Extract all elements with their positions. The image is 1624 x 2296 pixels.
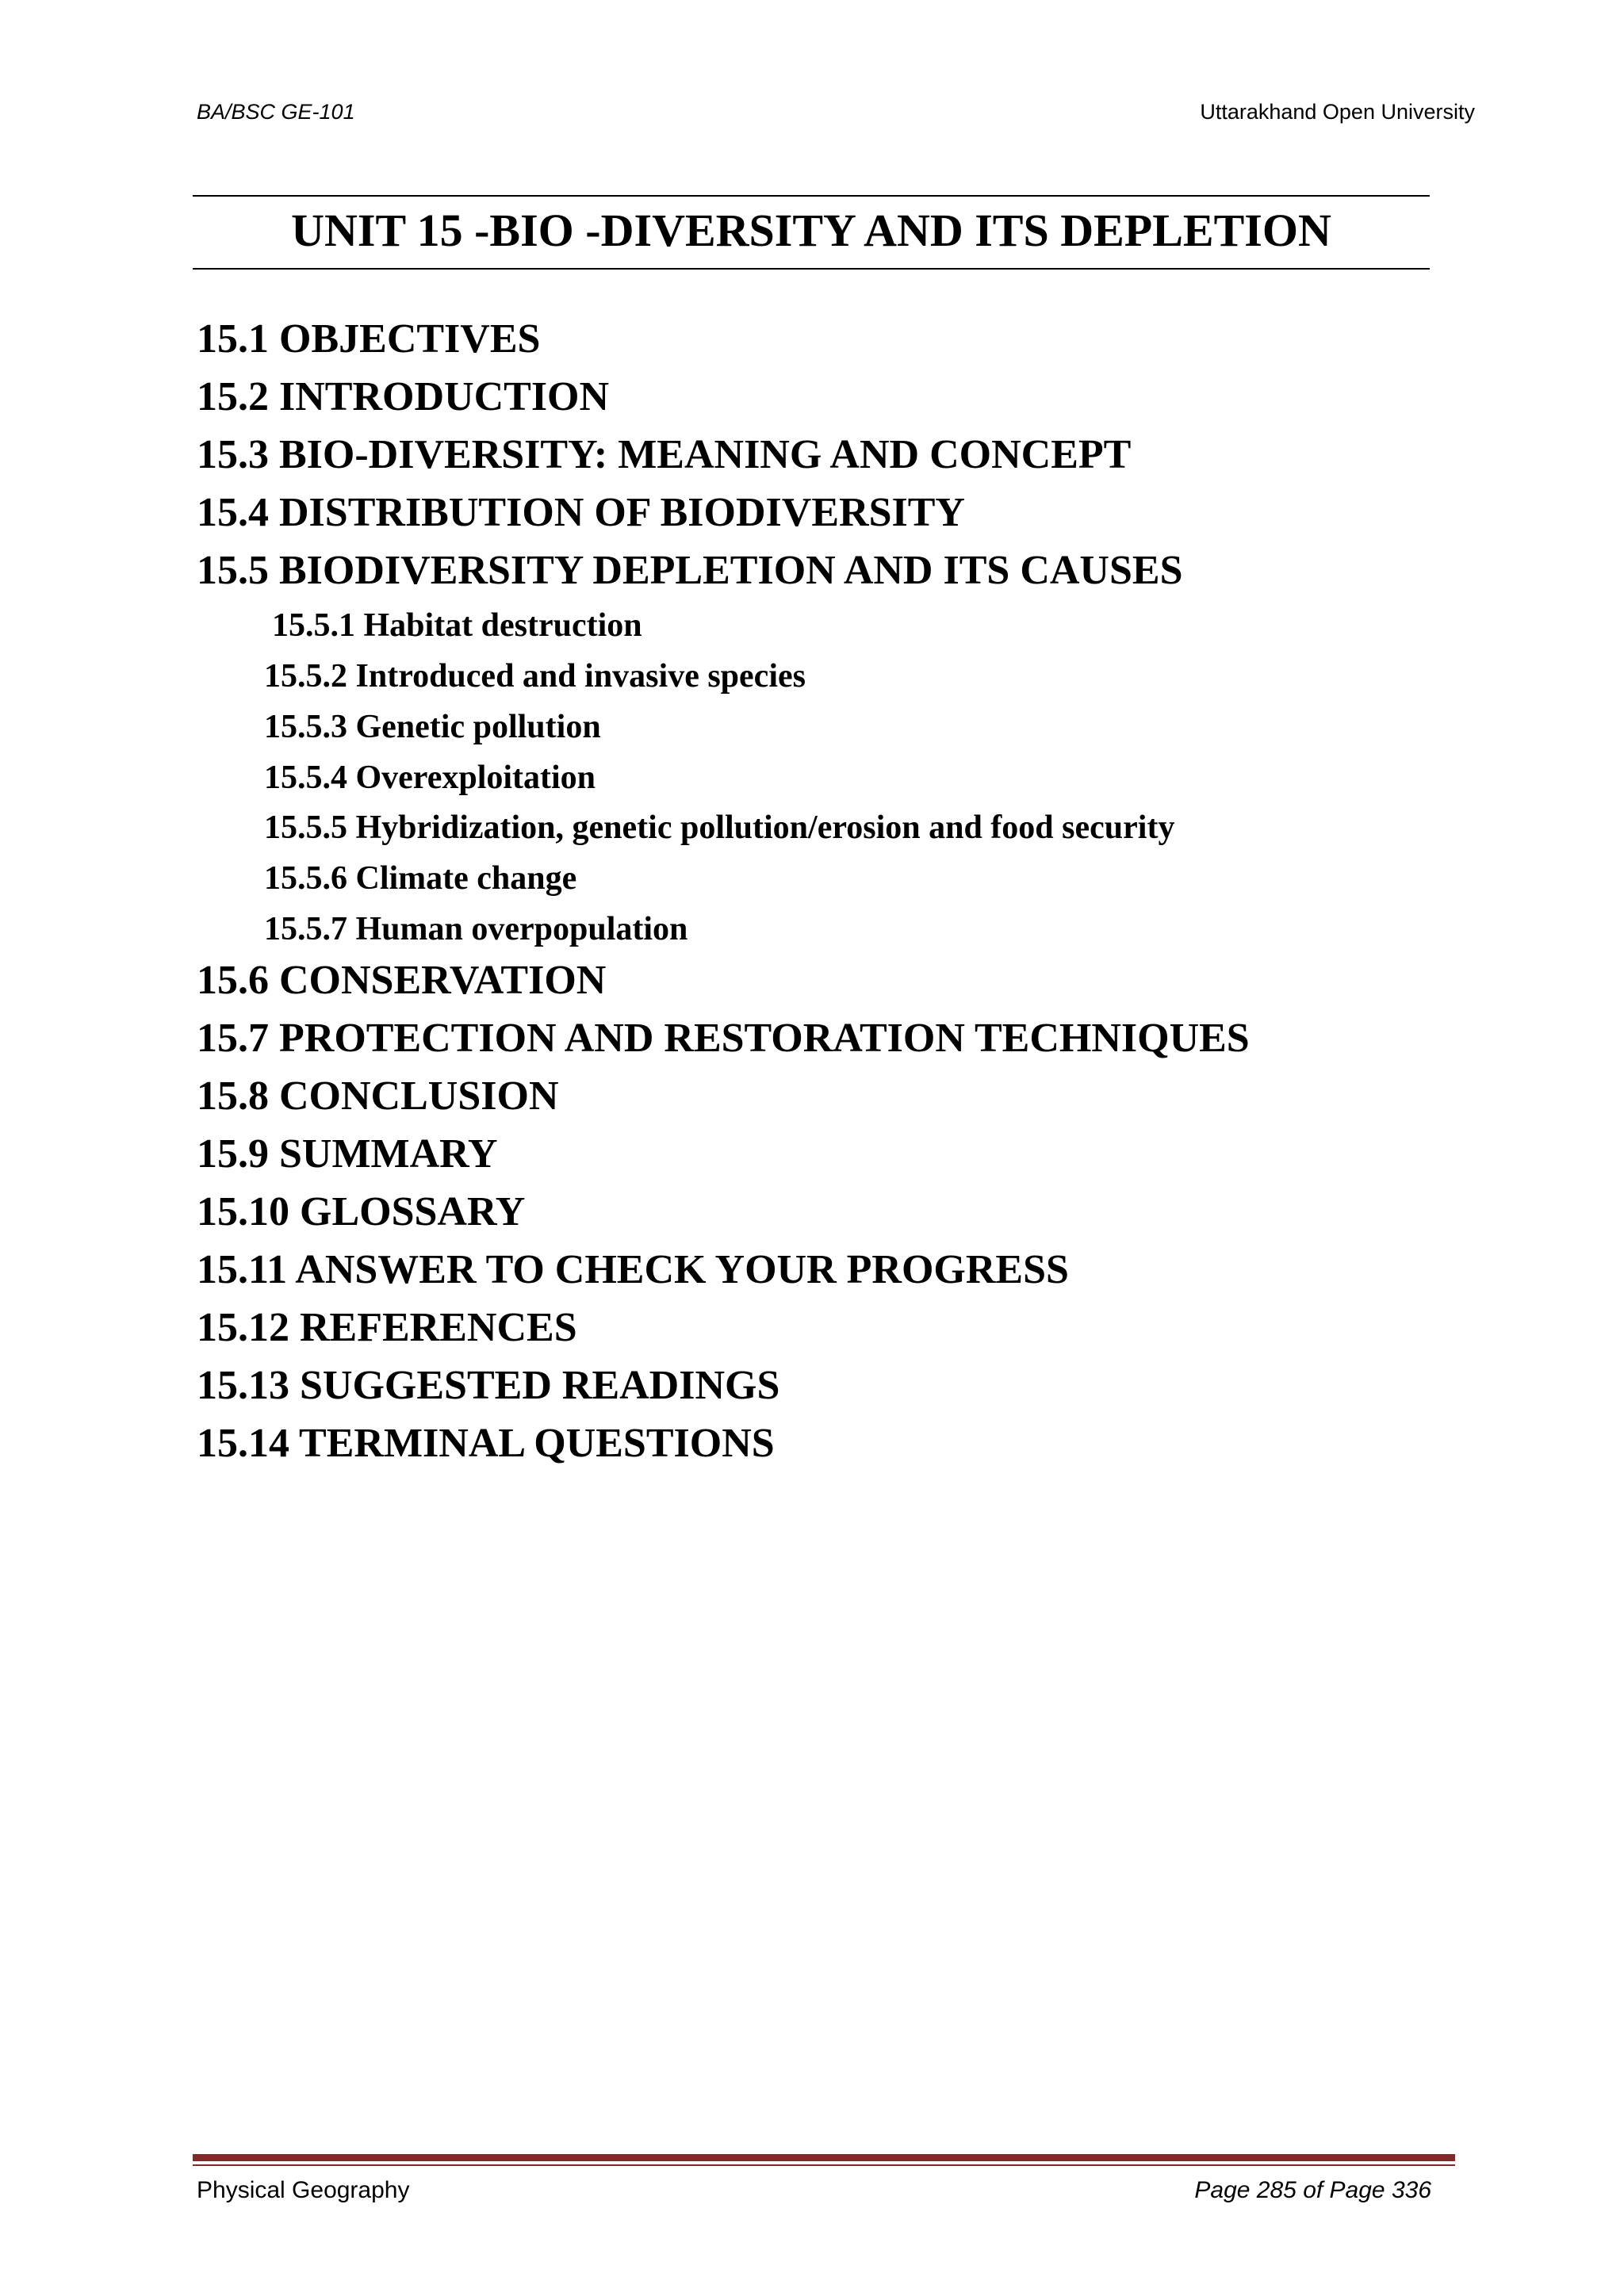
toc-item-15-5: 15.5 BIODIVERSITY DEPLETION AND ITS CAUSES [197,548,1183,593]
toc-item-15-7: 15.7 PROTECTION AND RESTORATION TECHNIQUES [197,1016,1250,1061]
header-university: Uttarakhand Open University [1200,100,1475,124]
toc-item-15-5-1: 15.5.1 Habitat destruction [272,607,642,644]
toc-item-15-5-7: 15.5.7 Human overpopulation [264,911,688,947]
toc-item-15-6: 15.6 CONSERVATION [197,958,607,1003]
toc-item-15-5-6: 15.5.6 Climate change [264,860,577,897]
footer-page-number: Page 285 of Page 336 [1194,2177,1431,2203]
toc-item-15-11: 15.11 ANSWER TO CHECK YOUR PROGRESS [197,1247,1069,1292]
title-bottom-rule [193,268,1430,270]
toc-item-15-8: 15.8 CONCLUSION [197,1073,559,1119]
toc-item-15-5-4: 15.5.4 Overexploitation [264,760,596,796]
toc-item-15-1: 15.1 OBJECTIVES [197,316,541,362]
title-top-rule [193,195,1430,197]
footer-divider-thick [193,2154,1455,2161]
toc-item-15-4: 15.4 DISTRIBUTION OF BIODIVERSITY [197,490,965,535]
toc-item-15-5-5: 15.5.5 Hybridization, genetic pollution/erosion and food security [264,809,1175,846]
toc-item-15-5-2: 15.5.2 Introduced and invasive species [264,658,806,695]
toc-item-15-14: 15.14 TERMINAL QUESTIONS [197,1421,775,1466]
toc-item-15-12: 15.12 REFERENCES [197,1305,577,1350]
toc-item-15-13: 15.13 SUGGESTED READINGS [197,1363,780,1408]
toc-item-15-2: 15.2 INTRODUCTION [197,374,610,419]
unit-title: UNIT 15 -BIO -DIVERSITY AND ITS DEPLETION [291,205,1331,256]
toc-item-15-10: 15.10 GLOSSARY [197,1189,526,1234]
toc-item-15-9: 15.9 SUMMARY [197,1131,498,1177]
footer-subject: Physical Geography [197,2177,410,2203]
toc-item-15-5-3: 15.5.3 Genetic pollution [264,709,601,745]
header-course-code: BA/BSC GE-101 [197,100,355,124]
toc-item-15-3: 15.3 BIO-DIVERSITY: MEANING AND CONCEPT [197,432,1132,477]
footer-divider-thin [193,2164,1455,2166]
